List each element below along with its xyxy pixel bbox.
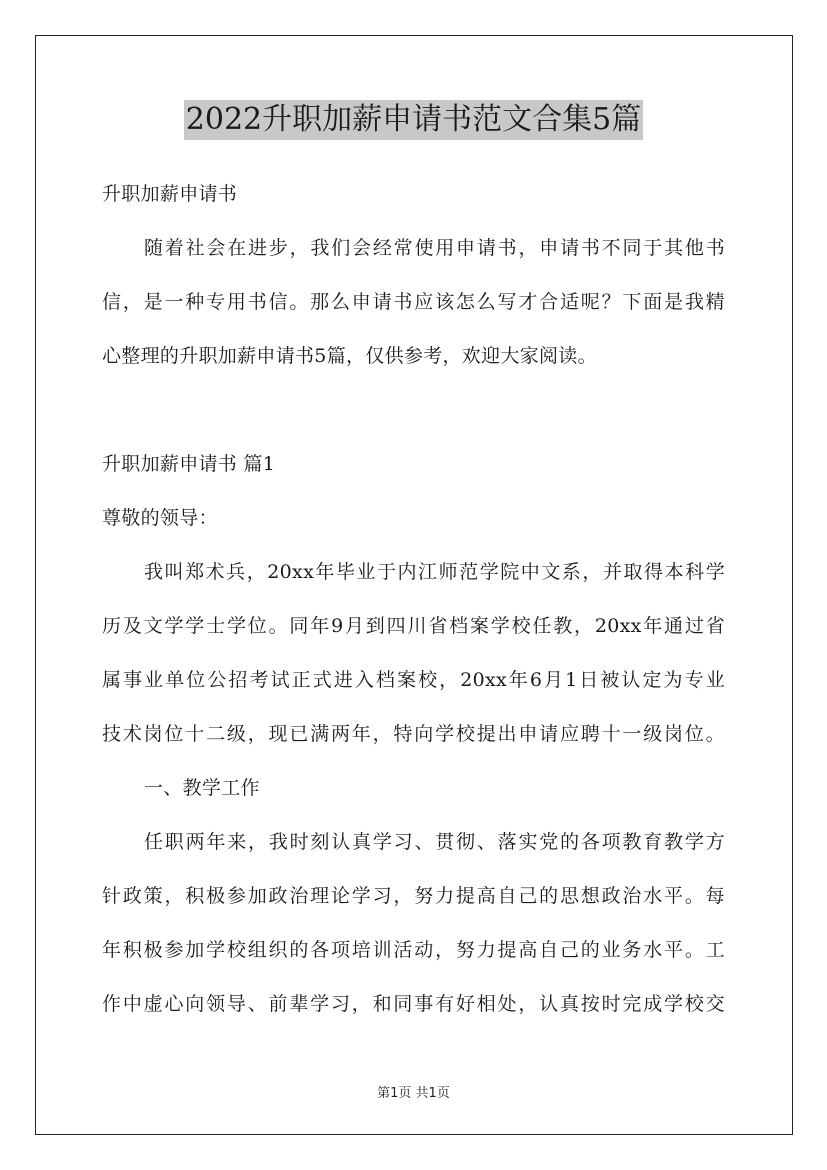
para2-line-2: 针政策，积极参加政治理论学习，努力提高自己的思想政治水平。每 xyxy=(102,885,725,907)
para1-line-2: 历及文学学士学位。同年9月到四川省档案学校任教，20xx年通过省 xyxy=(102,615,725,637)
para1-line-4: 技术岗位十二级，现已满两年，特向学校提出申请应聘十一级岗位。 xyxy=(102,723,725,745)
para1-line-3: 属事业单位公招考试正式进入档案校，20xx年6月1日被认定为专业 xyxy=(102,669,725,691)
intro-line-1: 随着社会在进步，我们会经常使用申请书，申请书不同于其他书 xyxy=(144,237,725,259)
para2-line-1: 任职两年来，我时刻认真学习、贯彻、落实党的各项教育教学方 xyxy=(144,831,725,853)
para1-line-1: 我叫郑术兵，20xx年毕业于内江师范学院中文系，并取得本科学 xyxy=(144,561,725,583)
page-footer: 第1页 共1页 xyxy=(377,1086,450,1101)
document-subtitle: 升职加薪申请书 xyxy=(102,183,238,205)
document-title-wrap xyxy=(0,100,827,140)
salutation: 尊敬的领导： xyxy=(102,507,218,529)
intro-line-3: 心整理的升职加薪申请书5篇，仅供参考，欢迎大家阅读。 xyxy=(102,345,597,367)
subheading: 一、教学工作 xyxy=(144,777,260,799)
document-title: 2022升职加薪申请书范文合集5篇 xyxy=(184,100,643,140)
para2-line-4: 作中虚心向领导、前辈学习，和同事有好相处，认真按时完成学校交 xyxy=(102,993,725,1015)
para2-line-3: 年积极参加学校组织的各项培训活动，努力提高自己的业务水平。工 xyxy=(102,939,725,961)
intro-line-2: 信，是一种专用书信。那么申请书应该怎么写才合适呢？下面是我精 xyxy=(102,291,725,313)
section-heading: 升职加薪申请书 篇1 xyxy=(102,453,276,475)
